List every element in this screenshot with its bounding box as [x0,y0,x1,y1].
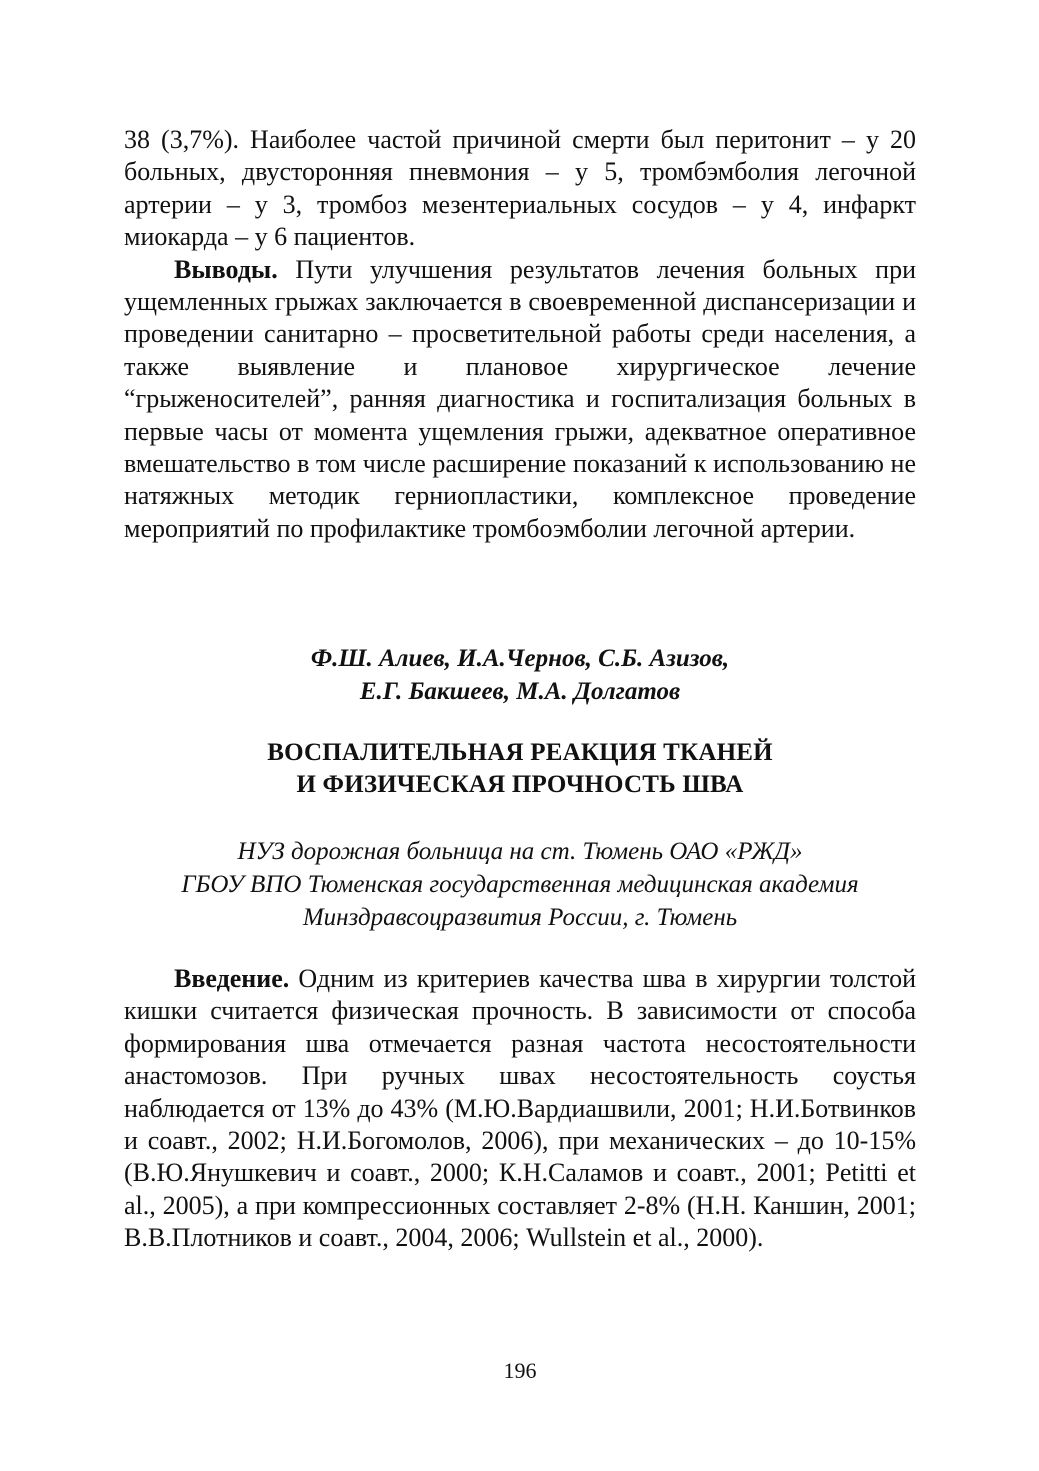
authors-line-2: Е.Г. Бакшеев, М.А. Долгатов [359,678,681,705]
article-title [124,737,916,801]
introduction-paragraph [124,963,916,1255]
title-line-2: И ФИЗИЧЕСКАЯ ПРОЧНОСТЬ ШВА [296,771,744,798]
affiliation-line-2: ГБОУ ВПО Тюменская государственная медицинская академия [181,871,859,898]
introduction-section [124,963,916,1255]
introduction-label: Введение. [174,964,290,993]
conclusions-paragraph [124,254,916,546]
title-line-1: ВОСПАЛИТЕЛЬНАЯ РЕАКЦИЯ ТКАНЕЙ [267,739,773,766]
affiliation-line-3: Минздравсоцразвития России, г. Тюмень [302,904,738,931]
introduction-text: Одним из критериев качества шва в хирургии толстой кишки считается физическая прочность. В зависимости от способа формирования шва отмечается разная частота несостоятельности анастомозов. При ручных швах несостоятельность соустья наблюдается от 13% до 43% (М.Ю.Вардиашвили, 2001; Н.И.Ботвинков и соавт., 2002; Н.И.Богомолов, 2006), при механических – до 10-15% (В.Ю.Янушкевич и соавт., 2000; К.Н.Саламов и соавт., 2001; Petitti et al., 2005), а при компрессионных составляет 2-8% (Н.Н. Каншин, 2001; В.В.Плотников и соавт., 2004, 2006; Wullstein et al., 2000). [124,964,916,1253]
article-affiliation [124,835,916,934]
conclusions-label: Выводы. [174,254,278,284]
top-paragraph: 38 (3,7%). Наиболее частой причиной смерти был перитонит – у 20 больных, двусторонняя пневмония – у 5, тромбэмболия легочной артерии – у 3, тромбоз мезентериальных сосудов – у 4, инфаркт миокарда – у 6 пациентов. [124,125,916,252]
article-authors [124,642,916,708]
conclusions-text: Пути улучшения результатов лечения больных при ущемленных грыжах заключается в своевременной диспансеризации и проведении санитарно – просветительной работы среди населения, а также выявление и плановое хирургическое лечение “грыженосителей”, ранняя диагностика и госпитализация больных в первые часы от момента ущемления грыжи, адекватное оперативное вмешательство в том числе расширение показаний к использованию не натяжных методик герниопластики, комплексное проведение мероприятий по профилактике тромбоэмболии легочной артерии. [124,254,916,543]
page-body [124,124,916,545]
authors-line-1: Ф.Ш. Алиев, И.А.Чернов, С.Б. Азизов, [310,645,730,672]
page-number: 196 [503,1358,537,1383]
affiliation-line-1: НУЗ дорожная больница на ст. Тюмень ОАО «РЖД» [237,838,803,865]
